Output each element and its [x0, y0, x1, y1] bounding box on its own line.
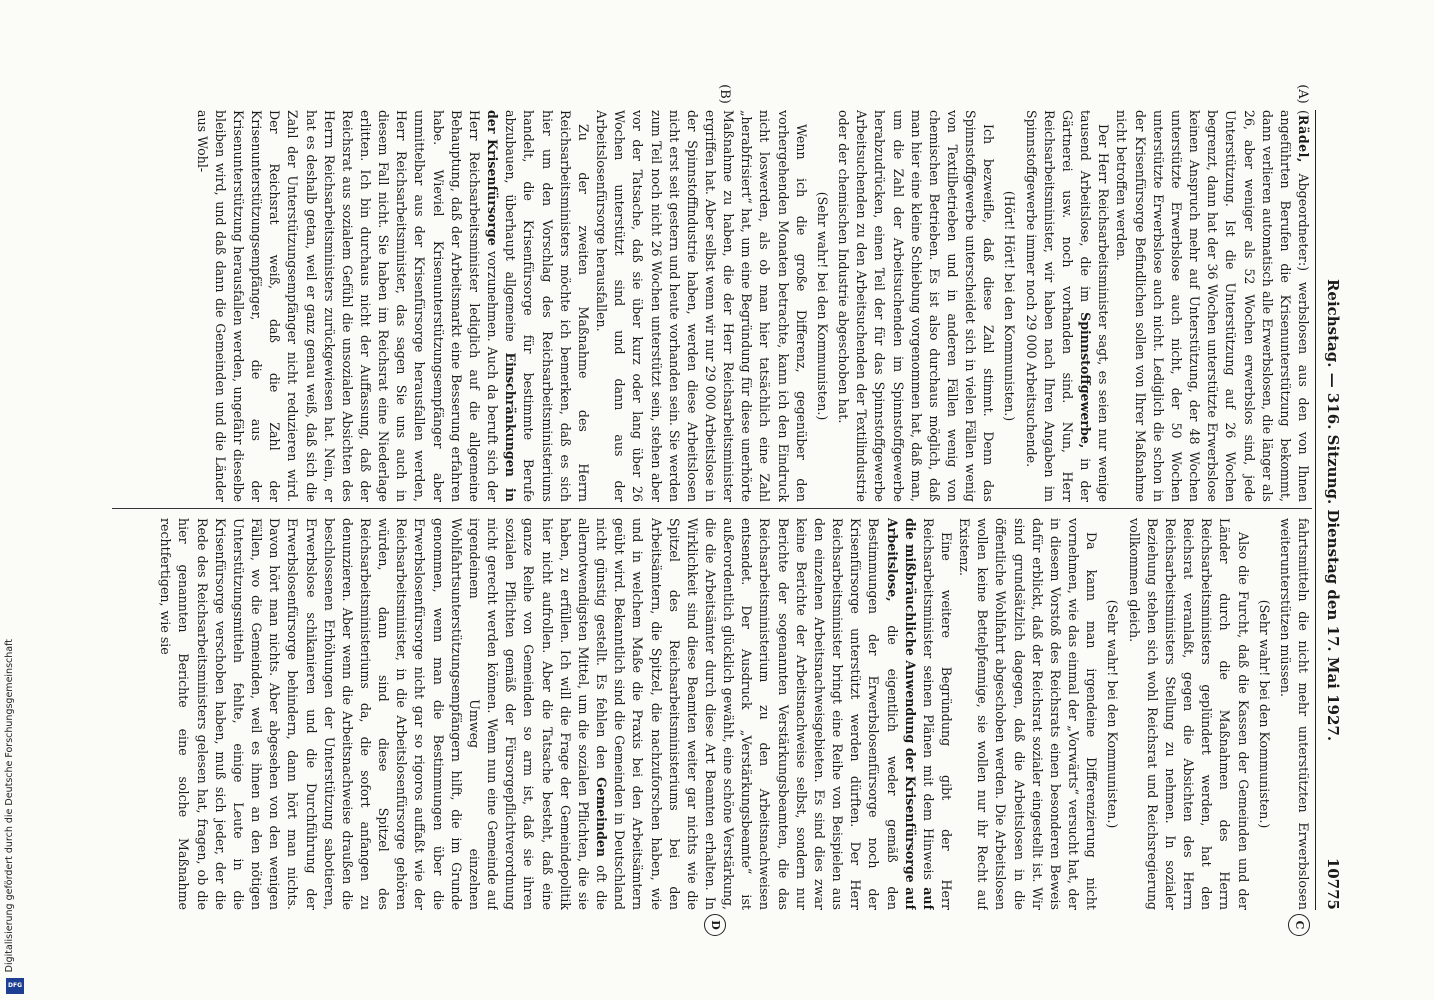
margin-marker-a: (A)	[1295, 84, 1310, 104]
margin-marker-c: C	[1288, 914, 1310, 936]
paragraph: Ich bezweifle, daß diese Zahl stimmt. Denn das Spinnstoffgewerbe unterscheidet sich in vielen Fällen wenig von Textilbetrieben und in anderen Fällen wenig von chemischen Betrieben. Es ist also durchaus möglich, daß man hier eine kleine Schiebung vorgenommen hat, daß man, um die Zahl der Arbeitsuchenden im Spinnstoffgewerbe herabzudrücken, einen Teil der für das Spinnstoffgewerbe Arbeitsuchenden zu den Arbeitsuchenden der Textilindustrie oder der chemischen Industrie abgeschoben hat.	[836, 110, 997, 502]
paragraph-text: Der Herr Reichsarbeitsminister sagt, es seien nur wenige tausend Arbeitslose, die im	[1078, 110, 1112, 502]
page-number: 10775	[1324, 857, 1342, 910]
paragraph: (Rädel, Abgeordneter:) werbslosen aus den von Ihnen angeführten Berufen die Krisenunterstützung bekommt, dann verlieren automatisch alle Erwerbslosen, die länger als 26, aber weniger als 52 Wochen erwerbslos sind, jede Unterstützung. Ist die Unterstützung auf 26 Wochen begrenzt, dann hat der 36 Wochen unterstützte Erwerbslose keinen Anspruch mehr auf Unterstützung, der 48 Wochen unterstützte Erwerbslose auch nicht, der 50 Wochen unterstützte Erwerbslose auch nicht. Lediglich die schon in der Krisenfürsorge Befindlichen sollen von Ihrer Maßnahme nicht betroffen werden.	[1114, 110, 1311, 502]
paragraph: fahrtsmitteln die nicht mehr unterstützten Erwerbslosen weiterunterstützen müssen.	[1277, 518, 1311, 910]
interjection: (Sehr wahr! bei den Kommunisten.)	[814, 191, 830, 421]
emphasis-text: Einschränkungen in der Krisenfürsorge	[485, 110, 519, 502]
paragraph	[192, 110, 591, 502]
header-title: Reichstag. — 316. Sitzung. Dienstag den 17. Mai 1927.	[1324, 278, 1342, 742]
dfg-logo-icon: DFG	[6, 978, 24, 994]
interjection: (Sehr wahr! bei den Kommunisten.)	[1105, 599, 1121, 829]
margin-marker-d: D	[704, 914, 726, 936]
paragraph-text: oft die allernotwendigsten Mittel, um die sozialen Pflichten, die sie haben, zu erfüllen. Ich will die Frage der Gemeindepolitik hier nicht aufrollen. Aber die Tatsache besteht, daß eine ganze Reihe von Gemeinden so arm ist, daß sie ihren sozialen Pflichten gemäß der Fürsorgepflichtverordnung nicht gerecht werden können. Wenn nun eine Gemeinde auf irgendeinem Umweg einzelnen Wohlfahrtsunterstützungsempfängern hilft, die im Grunde genommen, wenn man die Bestimmungen über die Erwerbslosenfürsorge nicht gar so rigoros auffaßt wie der Reichsarbeitsminister, in die Arbeitslosenfürsorge gehören würden, dann sind diese Spitzel des Reichsarbeitsministeriums da, die sofort anfangen zu denunzieren. Aber wenn die Arbeitsnachweise draußen die beschlossenen Erhöhungen der Unterstützung sabotieren, Erwerbslose schikanieren und die Durchführung der Erwerbslosenfürsorge behindern, dann hört man nichts. Davon hört man nichts. Aber abgesehen von den wenigen Fällen, wo die Gemeinden, weil es ihnen an den nötigen Unterstützungsmitteln fehlte, einige Leute in die Krisenfürsorge verschoben haben, muß sich jeder, der die Rede des Reichsarbeitsministers gelesen hat, fragen, ob die hier genannten Berichte eine solche Maßnahme rechtfertigen, wie sie	[158, 518, 610, 910]
header-rule	[1315, 110, 1316, 910]
page-header	[1318, 110, 1342, 910]
paragraph: Da kann man irgendeine Differenzierung nicht vornehmen, wie das einmal der „Vorwärts“ versucht hat, der in diesem Vorstoß des Reichsrats einen besonderen Beweis dafür erblickt, daß der Reichsrat sozialer eingestellt ist. Wir sind grundsätzlich dagegen, daß die Arbeitslosen in die öffentliche Wohlfahrt abgeschoben werden. Die Arbeitslosen wollen keine Bettelpfennige, sie wollen nur ihr Recht auf Existenz.	[957, 518, 1100, 910]
footer-credit: Digitalisierung gefördert durch die Deutsche Forschungsgemeinschaft	[4, 638, 15, 972]
paragraph-text: die eigentlich weder gemäß den Bestimmungen der Erwerbslosenfürsorge noch der Krisenfürsorge unterstützt werden dürften. Der Herr Reichsarbeitsminister bringt eine Reihe von Beispielen aus den einzelnen Arbeitsnachweisgebieten. Es sind dies zwar keine Berichte der Arbeitsnachweise selbst, sondern nur Berichte der sogenannten Verstärkungsbeamten, die das Reichsarbeitsministerium zu den Arbeitsnachweisen entsendet. Der Ausdruck „Verstärkungsbeamte“ ist außerordentlich glücklich gewählt, eine schöne Verstärkung, die die Arbeitsämter durch diese Art Beamten erhalten. In Wirklichkeit sind diese Beamten weiter gar nichts wie die Spitzel des Reichsarbeitsministeriums bei den Arbeitsämtern, die Spitzel, die nachzuforschen haben, wie und in welchem Maße die Praxis bei den Arbeitsämtern geübt wird. Bekanntlich sind die Gemeinden in Deutschland nicht günstig gestellt. Es fehlen den	[594, 518, 900, 910]
emphasis-text: Spinnstoffgewerbe,	[1078, 312, 1094, 449]
emphasis-text: auf die mißbräuchliche Anwendung der Krisenfürsorge auf Arbeitslose,	[884, 518, 936, 910]
speaker-role: Abgeordneter:	[1296, 173, 1311, 267]
paragraph	[156, 518, 955, 910]
paragraph-text: werbslosen aus den von Ihnen angeführten Berufen die Krisenunterstützung bekommt, dann verlieren automatisch alle Erwerbslosen, die länger als 26, aber weniger als 52 Wochen erwerbslos sind, jede Unterstützung. Ist die Unterstützung auf 26 Wochen begrenzt, dann hat der 36 Wochen unterstützte Erwerbslose keinen Anspruch mehr auf Unterstützung, der 48 Wochen unterstützte Erwerbslose auch nicht, der 50 Wochen unterstützte Erwerbslose auch nicht. Lediglich die schon in der Krisenfürsorge Befindlichen sollen von Ihrer Maßnahme nicht betroffen werden.	[1114, 110, 1311, 502]
digitization-footer	[4, 604, 26, 994]
column-divider	[112, 508, 1312, 509]
right-column	[102, 518, 1312, 910]
paragraph-text: vorzunehmen. Auch da beruft sich der Herr Reichsarbeitsminister lediglich auf die allgemeine Behauptung, daß der Arbeitsmarkt eine Besserung erfahren habe. Wieviel Krisenunterstützungsempfänger aber unmittelbar aus der Krisenfürsorge herausfallen werden, Herr Reichsarbeitsminister, das sagen Sie uns auch in diesem Fall nicht. Sie haben im Reichsrat eine Niederlage erlitten. Ich bin durchaus nicht der Auffassung, daß der Reichsrat aus sozialem Gefühl die unsozialen Absichten des Herrn Reichsarbeitsministers zurückgewiesen hat. Nein, er hat es deshalb getan, weil er ganz genau weiß, daß sich die Zahl der Unterstützungsempfänger nicht reduzieren wird. Der Reichsrat weiß, daß die Zahl der Krisenunterstützungsempfänger, die aus der Krisenunterstützung herausfallen werden, ungefähr dieselbe bleiben wird, und daß dann die Gemeinden und die Länder aus Wohl-	[194, 110, 501, 502]
interjection: (Hört! Hört! bei den Kommunisten.)	[1002, 190, 1018, 422]
paragraph-text: Eine weitere Begründung gibt der Herr Reichsarbeitsminister seinen Plänen mit dem Hinweis	[920, 518, 955, 910]
paragraph-text: in der Gärtnerei usw. noch vorhanden sind. Nun, Herr Reichsarbeitsminister, wir haben nach Ihren Angaben im Spinnstoffgewerbe immer noch 29 000 Arbeitsuchende.	[1023, 110, 1094, 502]
paragraph-text: Zu der zweiten Maßnahme des Herrn Reichsarbeitsministers möchte ich bemerken, daß es sich hier um den Vorschlag des Reichsarbeitsministeriums handelt, die Krisenfürsorge für bestimmte Berufe abzubauen, überhaupt allgemeine	[503, 110, 591, 502]
speaker-name: Rädel,	[1296, 114, 1311, 163]
interjection: (Sehr wahr! bei den Kommunisten.)	[1256, 599, 1272, 829]
emphasis-text: Gemeinden	[594, 777, 610, 858]
margin-marker-b: (B)	[717, 84, 732, 104]
left-column	[102, 110, 1312, 502]
paragraph	[1022, 110, 1113, 502]
paragraph: Also die Furcht, daß die Kassen der Gemeinden und der Länder durch die Maßnahmen des Herrn Reichsarbeitsministers geplündert werden, hat den Reichsrat veranlaßt, gegen die Absichten des Herrn Reichsarbeitsministers Stellung zu nehmen. In sozialer Beziehung stehen sich wohl Reichsrat und Reichsregierung vollkommen gleich.	[1126, 518, 1251, 910]
paragraph: Wenn ich die große Differenz, gegenüber den vorhergehenden Monaten betrachte, kann ich den Eindruck nicht loswerden, als ob man hier tatsächlich eine Zahl „herabfrisiert“ hat, um eine Begründung für diese unerhörte Maßnahme zu haben, die der Herr Reichsarbeitsminister ergriffen hat. Aber selbst wenn wir nur 29 000 Arbeitslose in der Spinnstoffindustrie haben, werden diese Arbeitslosen nicht erst seit gestern und heute vorhanden sein. Sie werden zum Teil noch nicht 26 Wochen unterstützt sein, stehen aber vor der Tatsache, daß sie über kurz oder lang über 26 Wochen unterstützt sind und dann aus der Arbeitslosenfürsorge herausfallen.	[594, 110, 809, 502]
